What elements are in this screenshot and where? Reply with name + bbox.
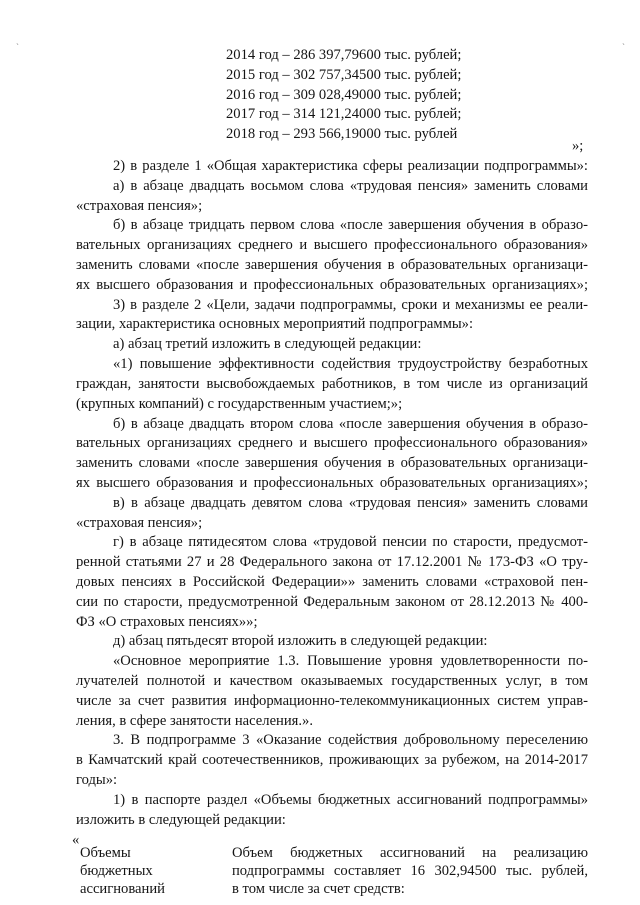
text-line: зации, характеристика основных мероприятий подпрограммы»:	[76, 316, 474, 333]
text-line: вательных организациях среднего и высшего профессионального образования»	[76, 237, 588, 254]
text-line: заменить словами «после завершения обучения в образовательных организаци-	[76, 257, 588, 273]
text-line: 1) в паспорте раздел «Объемы бюджетных ассигнований подпрограммы»	[113, 791, 588, 808]
text-line: ФЗ «О страховых пенсиях»»;	[76, 613, 258, 630]
text-line: заменить словами «после завершения обучения в образовательных организаци-	[76, 455, 588, 472]
table-left-cell: Объемы	[80, 845, 131, 862]
text-line: б) в абзаце тридцать первом слова «после завершения обучения в образо-	[113, 217, 588, 234]
text-line: довых пенсиях в Российской Федерации»» заменить словами «страховой пен-	[76, 573, 588, 590]
text-line: а) абзац третий изложить в следующей редакции:	[113, 336, 422, 353]
text-line: ренной статьями 27 и 28 Федерального закона от 17.12.2001 № 173-ФЗ «О тру-	[76, 554, 588, 571]
scan-mark: `	[622, 42, 625, 52]
year-line: 2018 год – 293 566,19000 тыс. рублей	[226, 126, 458, 143]
text-line: д) абзац пятьдесят второй изложить в следующей редакции:	[113, 633, 488, 650]
year-line: 2017 год – 314 121,24000 тыс. рублей;	[226, 106, 462, 123]
text-line: 3. В подпрограмме 3 «Оказание содействия добровольному переселению	[113, 732, 588, 749]
year-line: 2016 год – 309 028,49000 тыс. рублей;	[226, 86, 462, 103]
text-line: ления, в сфере занятости населения.».	[76, 712, 313, 729]
text-line: 2) в разделе 1 «Общая характеристика сферы реализации подпрограммы»:	[113, 157, 588, 174]
scan-mark: `	[16, 42, 19, 52]
text-line: числе за счет развития информационно-телекоммуникационных систем управ-	[76, 692, 588, 709]
close-quote: »;	[572, 138, 584, 155]
text-line: сии по старости, предусмотренной Федеральным законом от 28.12.2013 № 400-	[76, 593, 588, 610]
text-line: г) в абзаце пятидесятом слова «трудовой пенсии по старости, предусмот-	[113, 534, 588, 551]
text-line: ях высшего образования и профессиональных образовательных организациях»;	[76, 474, 588, 491]
text-line: вательных организациях среднего и высшего профессионального образования»	[76, 435, 588, 452]
year-line: 2015 год – 302 757,34500 тыс. рублей;	[226, 66, 462, 83]
text-line: «1) повышение эффективности содействия трудоустройству безработных	[113, 356, 588, 372]
text-line: б) в абзаце двадцать втором слова «после завершения обучения в образо-	[113, 415, 588, 432]
table-right-line: Объем бюджетных ассигнований на реализацию	[232, 845, 588, 862]
table-right-line: подпрограммы составляет 16 302,94500 тыс. рублей,	[232, 863, 588, 880]
text-line: «страховая пенсия»;	[76, 514, 203, 531]
text-line: «Основное мероприятие 1.3. Повышение уровня удовлетворенности по-	[113, 653, 588, 670]
table-left-cell: бюджетных	[80, 863, 153, 880]
text-line: а) в абзаце двадцать восьмом слова «трудовая пенсия» заменить словами	[113, 177, 588, 194]
text-line: 3) в разделе 2 «Цели, задачи подпрограммы, сроки и механизмы ее реали-	[113, 296, 588, 313]
text-line: «страховая пенсия»;	[76, 197, 203, 214]
text-line: в Камчатский край соотечественников, проживающих за рубежом, на 2014-2017	[76, 752, 588, 769]
text-line: (крупных компаний) с государственным участием;»;	[76, 395, 403, 412]
table-right-line: в том числе за счет средств:	[232, 881, 405, 897]
text-line: ях высшего образования и профессиональных образовательных организациях»;	[76, 276, 588, 293]
text-line: изложить в следующей редакции:	[76, 811, 286, 828]
open-quote: «	[72, 831, 80, 848]
text-line: граждан, занятости высвобождаемых работников, в том числе из организаций	[76, 375, 588, 392]
year-line: 2014 год – 286 397,79600 тыс. рублей;	[226, 47, 462, 63]
text-line: годы»:	[76, 772, 118, 788]
table-left-cell: ассигнований	[80, 881, 165, 897]
text-line: лучателей полнотой и качеством оказываемых государственных услуг, в том	[76, 673, 588, 689]
text-line: в) в абзаце двадцать девятом слова «трудовая пенсия» заменить словами	[113, 494, 588, 511]
